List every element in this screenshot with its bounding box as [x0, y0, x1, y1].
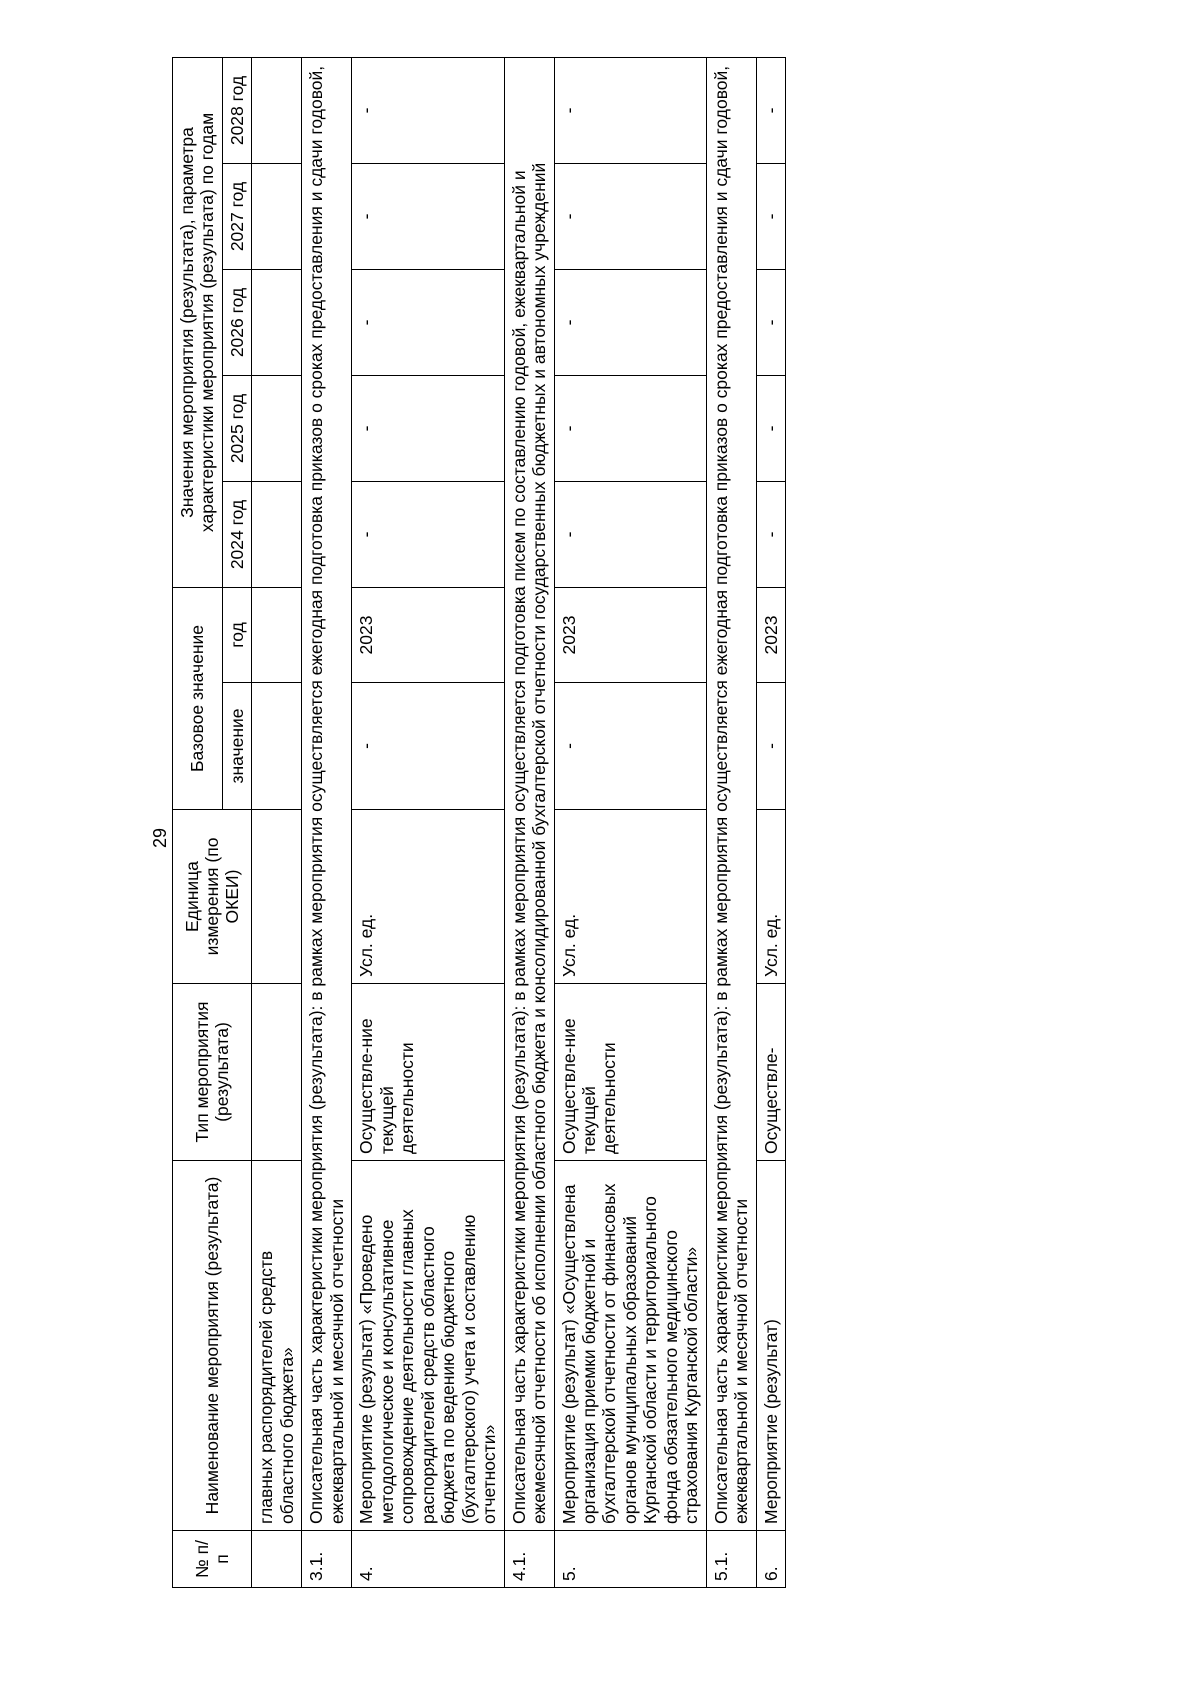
row-base-value: -: [756, 683, 785, 810]
header-num: № п/п: [173, 1531, 252, 1588]
note-text: Описательная часть характеристики мероприятия (результата): в рамках мероприятия осуществляется ежегодная подготовка приказов о сроках предоставления и сдачи годовой, ежеквартальной и месячной отчетности: [706, 57, 756, 1530]
row-value: -: [756, 375, 785, 481]
row-value: -: [756, 57, 785, 163]
row-num: 6.: [756, 1531, 785, 1588]
row-type: Осуществле-: [756, 984, 785, 1161]
row-type: Осуществле-ние текущей деятельности: [352, 984, 504, 1161]
note-row: [302, 57, 352, 1587]
row-num: 4.: [352, 1531, 504, 1588]
row-value: [252, 269, 302, 375]
header-type: Тип мероприятия (результата): [173, 984, 252, 1161]
row-value: [252, 57, 302, 163]
row-value: -: [352, 163, 504, 269]
row-num: 5.: [554, 1531, 706, 1588]
row-name: Мероприятие (результат): [756, 1161, 785, 1531]
table-row: [352, 57, 504, 1587]
note-text: Описательная часть характеристики мероприятия (результата): в рамках мероприятия осуществляется подготовка писем по составлению годовой, ежеквартальной и ежемесячной отчетности об исполнении областного бюджета и консолидированной бухгалтерской отчетности государственных бюджетных и автономных учреждений: [504, 57, 554, 1530]
row-base-year: 2023: [554, 587, 706, 682]
table-body: [252, 57, 786, 1587]
note-text: Описательная часть характеристики мероприятия (результата): в рамках мероприятия осуществляется ежегодная подготовка приказов о сроках предоставления и сдачи годовой, ежеквартальной и месячной отчетности: [302, 57, 352, 1530]
note-num: 5.1.: [706, 1531, 756, 1588]
header-base: Базовое значение: [173, 587, 223, 809]
row-value: -: [554, 481, 706, 587]
row-value: -: [352, 375, 504, 481]
header-year: 2024 год: [222, 481, 251, 587]
row-base-value: -: [352, 683, 504, 810]
row-base-value: -: [554, 683, 706, 810]
row-value: -: [756, 481, 785, 587]
row-name: Мероприятие (результат) «Осуществлена организация приемки бюджетной и бухгалтерской отчетности от финансовых органов муниципальных образований Курганской области и территориального фонда обязательного медицинского страхования Курганской области»: [554, 1161, 706, 1531]
note-row: [706, 57, 756, 1587]
header-year: 2025 год: [222, 375, 251, 481]
row-num: [252, 1531, 302, 1588]
row-value: -: [554, 57, 706, 163]
header-year: 2028 год: [222, 57, 251, 163]
row-value: -: [756, 269, 785, 375]
row-value: [252, 163, 302, 269]
row-value: -: [352, 481, 504, 587]
row-unit: Усл. ед.: [352, 810, 504, 984]
row-value: -: [352, 269, 504, 375]
table-row: [252, 57, 302, 1587]
row-unit: [252, 810, 302, 984]
row-value: [252, 481, 302, 587]
row-value: -: [352, 57, 504, 163]
header-base-value: значение: [222, 683, 251, 810]
note-row: [504, 57, 554, 1587]
header-base-year: год: [222, 587, 251, 682]
note-num: 3.1.: [302, 1531, 352, 1588]
header-values-group: Значения мероприятия (результата), параметра характеристики мероприятия (результата) по годам: [173, 57, 223, 587]
row-name: Мероприятие (результат) «Проведено методологическое и консультативное сопровождение деятельности главных распорядителей средств областного бюджета по ведению бюджетного (бухгалтерского) учета и составлению отчетности»: [352, 1161, 504, 1531]
header-name: Наименование мероприятия (результата): [173, 1161, 252, 1531]
table-row: [756, 57, 785, 1587]
table-row: [554, 57, 706, 1587]
page-number: 29: [150, 827, 170, 849]
row-base-year: [252, 587, 302, 682]
row-value: [252, 375, 302, 481]
row-unit: Усл. ед.: [756, 810, 785, 984]
results-table: [172, 57, 786, 1588]
header-year: 2027 год: [222, 163, 251, 269]
row-base-year: 2023: [352, 587, 504, 682]
row-value: -: [554, 163, 706, 269]
row-value: -: [756, 163, 785, 269]
row-name: главных распорядителей средств областного бюджета»: [252, 1161, 302, 1531]
table-header: [173, 57, 252, 1587]
row-type: [252, 984, 302, 1161]
header-year: 2026 год: [222, 269, 251, 375]
row-type: Осуществле-ние текущей деятельности: [554, 984, 706, 1161]
row-base-value: [252, 683, 302, 810]
note-num: 4.1.: [504, 1531, 554, 1588]
row-unit: Усл. ед.: [554, 810, 706, 984]
row-base-year: 2023: [756, 587, 785, 682]
row-value: -: [554, 375, 706, 481]
row-value: -: [554, 269, 706, 375]
header-unit: Единица измерения (по ОКЕИ): [173, 810, 252, 984]
